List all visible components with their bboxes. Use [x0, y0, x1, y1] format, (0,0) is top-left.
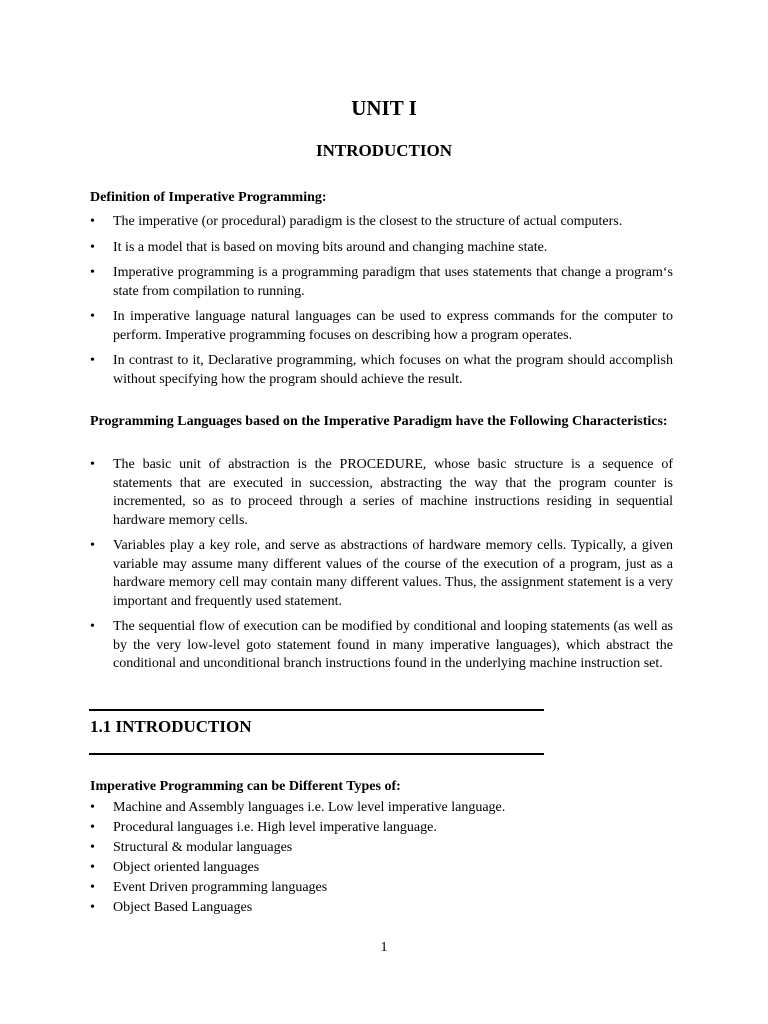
characteristics-heading: Programming Languages based on the Imperative Paradigm have the Following Characteristics: — [90, 414, 668, 429]
list-item: • Machine and Assembly languages i.e. Low level imperative language. — [90, 799, 673, 818]
list-item: • Object oriented languages — [90, 859, 673, 878]
section-rule-top — [89, 709, 544, 711]
section-heading: 1.1 INTRODUCTION — [90, 717, 252, 736]
characteristics-list — [90, 456, 673, 681]
list-item: • Object Based Languages — [90, 899, 673, 918]
list-item: • The imperative (or procedural) paradigm is the closest to the structure of actual computers. — [90, 213, 673, 232]
definition-heading: Definition of Imperative Programming: — [90, 190, 327, 205]
list-item: • Variables play a key role, and serve as abstractions of hardware memory cells. Typically, a given variable may assume many different values of the course of the execution of a program, just as a hardware memory cell may contain many different values. Thus, the assignment statement is a very important and frequently used statement. — [90, 537, 673, 611]
definition-list — [90, 213, 673, 396]
unit-title: UNIT I — [351, 96, 417, 120]
page-number: 1 — [380, 940, 388, 955]
types-list — [90, 799, 673, 919]
list-item: • The sequential flow of execution can be modified by conditional and looping statements (as well as by the very low-level goto statement found in many imperative languages), which abstract the conditional and unconditional branch instructions found in the underlying machine instruction set. — [90, 618, 673, 674]
list-item: • Procedural languages i.e. High level imperative language. — [90, 819, 673, 838]
list-item: • Imperative programming is a programming paradigm that uses statements that change a program‘s state from compilation to running. — [90, 264, 673, 301]
list-item: • In imperative language natural languages can be used to express commands for the computer to perform. Imperative programming focuses on describing how a program operates. — [90, 308, 673, 345]
list-item: • Event Driven programming languages — [90, 879, 673, 898]
list-item: • Structural & modular languages — [90, 839, 673, 858]
list-item: • It is a model that is based on moving bits around and changing machine state. — [90, 239, 673, 258]
introduction-title: INTRODUCTION — [315, 141, 453, 160]
types-heading: Imperative Programming can be Different Types of: — [90, 779, 401, 794]
list-item: • In contrast to it, Declarative programming, which focuses on what the program should accomplish without specifying how the program should achieve the result. — [90, 352, 673, 389]
section-rule-bottom — [89, 753, 544, 755]
list-item: • The basic unit of abstraction is the PROCEDURE, whose basic structure is a sequence of statements that are executed in succession, abstracting the way that the program counter is incremented, so as to proceed through a series of machine instructions residing in sequential hardware memory cells. — [90, 456, 673, 530]
